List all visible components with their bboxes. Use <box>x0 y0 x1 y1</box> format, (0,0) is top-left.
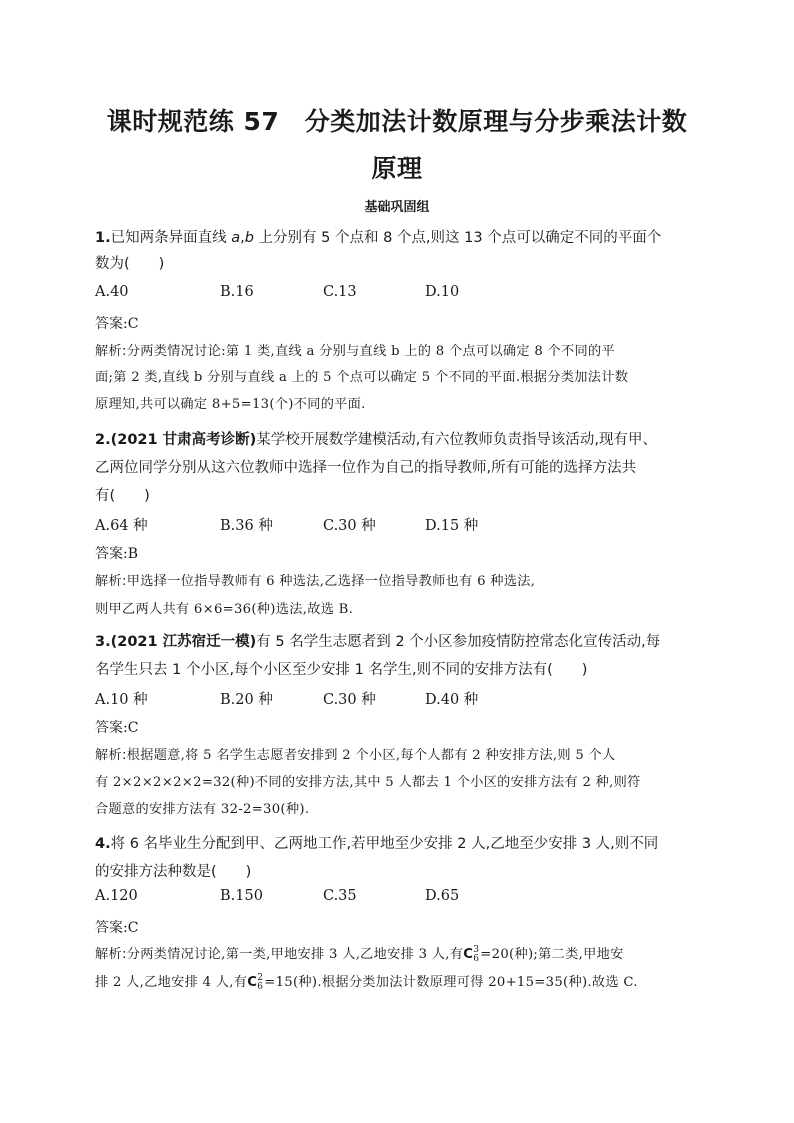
q2-stem-line-1: 2.(2021 甘肃高考诊断)某学校开展数学建模活动,有六位教师负责指导该活动,现有甲、 <box>95 432 657 448</box>
q1-option-c: C.13 <box>323 284 357 300</box>
q3-option-a: A.10 种 <box>95 692 148 708</box>
q1-option-d: D.10 <box>425 284 460 300</box>
combination-symbol: C <box>463 947 474 962</box>
q1-answer: 答案:C <box>95 316 139 332</box>
q4-option-d: D.65 <box>425 888 460 904</box>
q2-answer: 答案:B <box>95 546 139 562</box>
q2-explanation-line-1: 解析:甲选择一位指导教师有 6 种选法,乙选择一位指导教师也有 6 种选法, <box>95 574 536 589</box>
q4-stem-line-1: 4.将 6 名毕业生分配到甲、乙两地工作,若甲地至少安排 2 人,乙地至少安排 3 人,则不同 <box>95 836 659 852</box>
page-title-line-2: 原理 <box>371 154 423 183</box>
q3-stem-line-2: 名学生只去 1 个小区,每个小区至少安排 1 名学生,则不同的安排方法有( ) <box>95 662 588 678</box>
q1-explanation-line-1: 解析:分两类情况讨论:第 1 类,直线 a 分别与直线 b 上的 8 个点可以确定 8 个不同的平 <box>95 344 615 359</box>
q4-number: 4. <box>95 836 111 852</box>
q3-option-d: D.40 种 <box>425 692 479 708</box>
q1-stem-line-2: 数为( ) <box>95 256 165 272</box>
q4-explanation-line-1: 解析:分两类情况讨论,第一类,甲地安排 3 人,乙地安排 3 人,有C 3 6 =20(种);第二类,甲地安 <box>95 944 624 964</box>
q4-explanation-line-2: 排 2 人,乙地安排 4 人,有C 2 6 =15(种).根据分类加法计数原理可得 20+15=35(种).故选 C. <box>95 972 638 992</box>
q2-source: (2021 甘肃高考诊断) <box>110 432 257 448</box>
q2-option-b: B.36 种 <box>220 518 273 534</box>
q2-option-c: C.30 种 <box>323 518 376 534</box>
q3-source: (2021 江苏宿迁一模) <box>110 634 257 650</box>
q3-explanation-line-1: 解析:根据题意,将 5 名学生志愿者安排到 2 个小区,每个人都有 2 种安排方法,则 5 个人 <box>95 748 616 763</box>
q1-explanation-line-3: 原理知,共可以确定 8+5=13(个)不同的平面. <box>95 397 366 412</box>
var-b: b <box>244 230 254 246</box>
page-title-line-1: 课时规范练 57 分类加法计数原理与分步乘法计数 <box>106 107 688 136</box>
q1-option-b: B.16 <box>220 284 254 300</box>
q3-number: 3. <box>95 634 111 650</box>
combination-symbol: C <box>247 975 258 990</box>
q2-stem-line-2: 乙两位同学分别从这六位教师中选择一位作为自己的指导教师,所有可能的选择方法共 <box>95 460 637 476</box>
q3-answer: 答案:C <box>95 720 139 736</box>
q1-stem-line-1: 1.已知两条异面直线 a,b 上分别有 5 个点和 8 个点,则这 13 个点可以确定不同的平面个 <box>95 230 662 246</box>
q3-stem-line-1: 3.(2021 江苏宿迁一模)有 5 名学生志愿者到 2 个小区参加疫情防控常态化宣传活动,每 <box>95 634 661 650</box>
q4-option-a: A.120 <box>95 888 138 904</box>
q2-option-d: D.15 种 <box>425 518 479 534</box>
section-heading: 基础巩固组 <box>364 200 430 215</box>
q2-stem-line-3: 有( ) <box>95 488 150 504</box>
q4-stem-line-2: 的安排方法种数是( ) <box>95 864 252 880</box>
q2-number: 2. <box>95 432 111 448</box>
q1-explanation-line-2: 面;第 2 类,直线 b 分别与直线 a 上的 5 个点可以确定 5 个不同的平面.根据分类加法计数 <box>95 370 629 385</box>
q2-explanation-line-2: 则甲乙两人共有 6×6=36(种)选法,故选 B. <box>95 602 354 617</box>
q1-number: 1. <box>95 230 111 246</box>
q3-explanation-line-3: 合题意的安排方法有 32-2=30(种). <box>95 802 310 817</box>
q2-option-a: A.64 种 <box>95 518 148 534</box>
q4-answer: 答案:C <box>95 920 139 936</box>
q4-option-c: C.35 <box>323 888 357 904</box>
q3-explanation-line-2: 有 2×2×2×2×2=32(种)不同的安排方法,其中 5 人都去 1 个小区的安排方法有 2 种,则符 <box>95 775 641 790</box>
q3-option-c: C.30 种 <box>323 692 376 708</box>
var-a: a <box>231 230 241 246</box>
q1-option-a: A.40 <box>95 284 129 300</box>
q4-option-b: B.150 <box>220 888 263 904</box>
q3-option-b: B.20 种 <box>220 692 273 708</box>
